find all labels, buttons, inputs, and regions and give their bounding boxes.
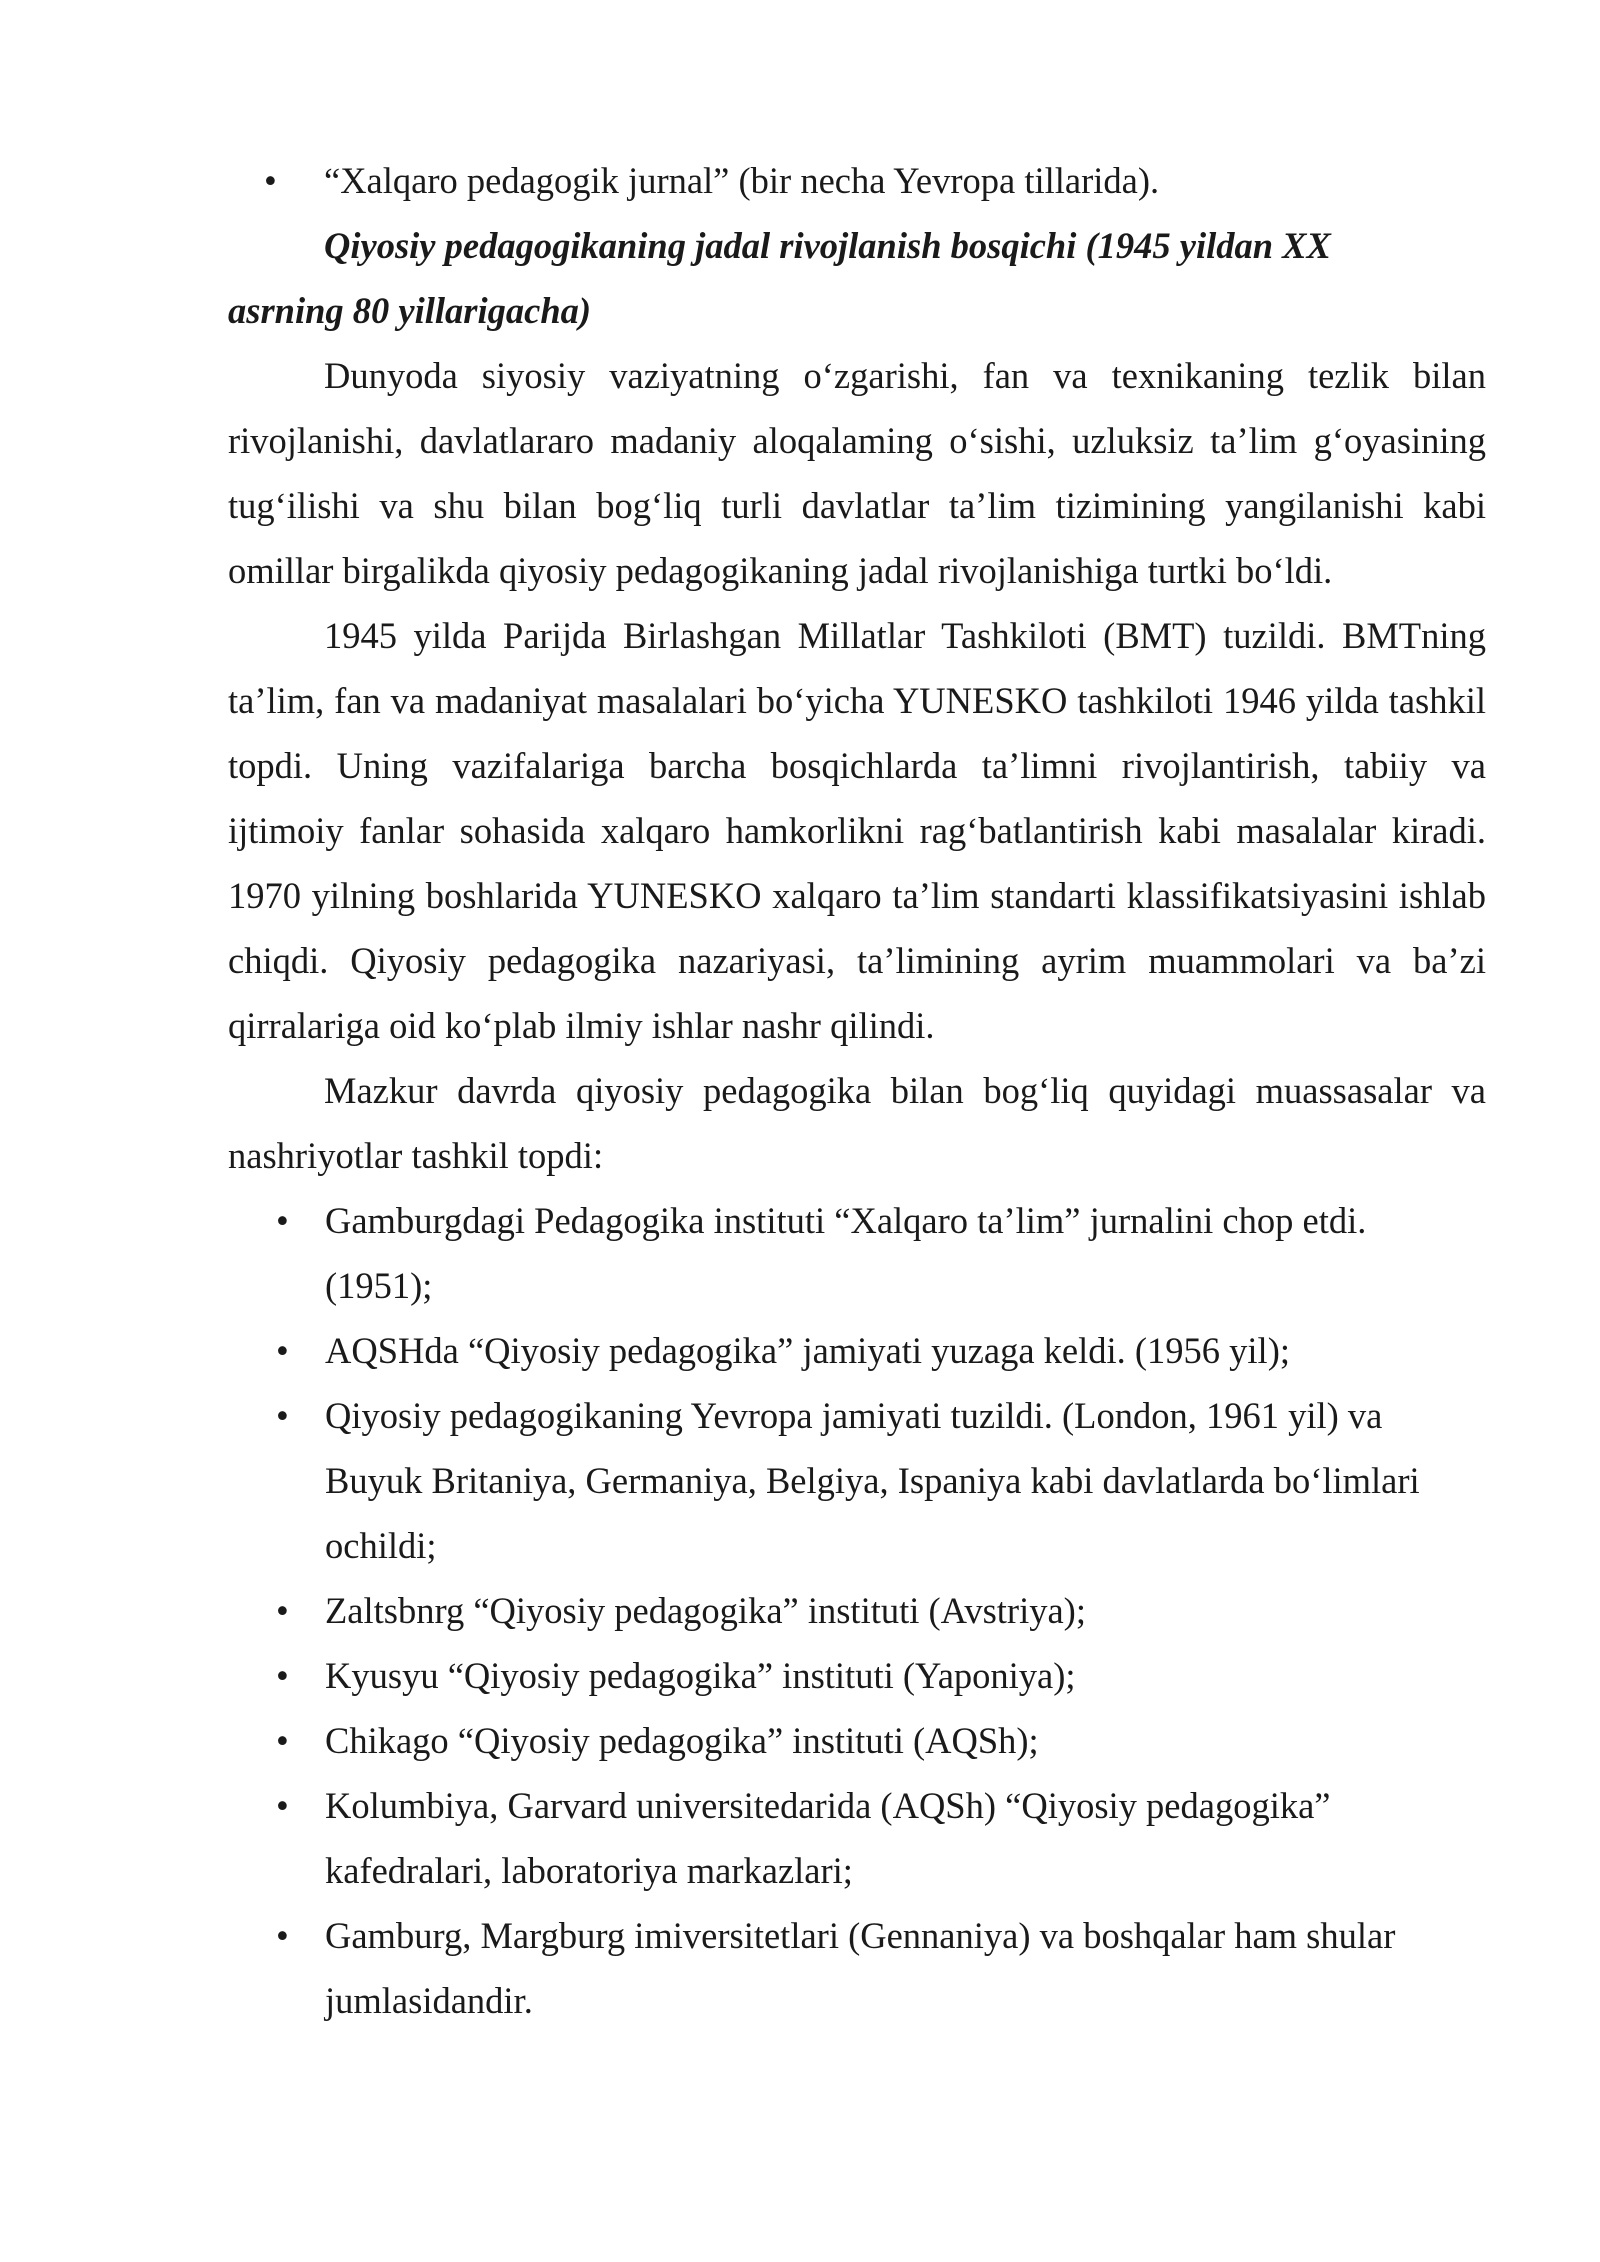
- bullet-marker: •: [276, 1655, 289, 1696]
- top-bullet-item: [264, 148, 1486, 213]
- list-item: [276, 1318, 1486, 1383]
- bullet-marker: •: [276, 1785, 289, 1826]
- list-item: [276, 1578, 1486, 1643]
- list-item: [276, 1383, 1486, 1578]
- bullet-marker: •: [276, 1720, 289, 1761]
- section-subheading: Qiyosiy pedagogikaning jadal rivojlanish bosqichi (1945 yildan XX asrning 80 yillarigacha): [228, 225, 1331, 331]
- list-item-text: Qiyosiy pedagogikaning Yevropa jamiyati tuzildi. (London, 1961 yil) va Buyuk Britaniya, Germaniya, Belgiya, Ispaniya kabi davlatlarda bo‘limlari ochildi;: [325, 1395, 1420, 1566]
- list-item-text: Zaltsbnrg “Qiyosiy pedagogika” instituti (Avstriya);: [325, 1590, 1086, 1631]
- bullet-marker: •: [276, 1915, 289, 1956]
- list-item-text: Kyusyu “Qiyosiy pedagogika” instituti (Yaponiya);: [325, 1655, 1076, 1696]
- list-item-text: AQSHda “Qiyosiy pedagogika” jamiyati yuzaga keldi. (1956 yil);: [325, 1330, 1290, 1371]
- paragraph-1: Dunyoda siyosiy vaziyatning o‘zgarishi, fan va texnikaning tezlik bilan rivojlanishi, davlatlararo madaniy aloqalaming o‘sishi, uzluksiz ta’lim g‘oyasining tug‘ilishi va shu bilan bog‘liq turli davlatlar ta’lim tizimining yangilanishi kabi omillar birgalikda qiyosiy pedagogikaning jadal rivojlanishiga turtki bo‘ldi.: [228, 355, 1486, 591]
- list-item: [276, 1708, 1486, 1773]
- list-item: [276, 1643, 1486, 1708]
- bullet-marker: •: [264, 160, 277, 201]
- list-item-text: Kolumbiya, Garvard universitedarida (AQSh) “Qiyosiy pedagogika” kafedralari, laboratoriya markazlari;: [325, 1785, 1331, 1891]
- bullet-marker: •: [276, 1330, 289, 1371]
- list-item-text: Gamburg, Margburg imiversitetlari (Gennaniya) va boshqalar ham shular jumlasidandir.: [325, 1915, 1396, 2021]
- list-item: [276, 1773, 1486, 1903]
- list-item: [276, 1903, 1486, 2033]
- list-item-text: Chikago “Qiyosiy pedagogika” instituti (AQSh);: [325, 1720, 1039, 1761]
- list-item: [276, 1188, 1486, 1318]
- bullet-marker: •: [276, 1590, 289, 1631]
- institutions-list: [228, 1188, 1486, 2033]
- paragraph-2: 1945 yilda Parijda Birlashgan Millatlar Tashkiloti (BMT) tuzildi. BMTning ta’lim, fan va madaniyat masalalari bo‘yicha YUNESKO tashkiloti 1946 yilda tashkil topdi. Uning vazifalariga barcha bosqichlarda ta’limni rivojlantirish, tabiiy va ijtimoiy fanlar sohasida xalqaro hamkorlikni rag‘batlantirish kabi masalalar kiradi. 1970 yilning boshlarida YUNESKO xalqaro ta’lim standarti klassifikatsiyasini ishlab chiqdi. Qiyosiy pedagogika nazariyasi, ta’limining ayrim muammolari va ba’zi qirralariga oid ko‘plab ilmiy ishlar nashr qilindi.: [228, 615, 1486, 1046]
- bullet-marker: •: [276, 1395, 289, 1436]
- paragraph-3: Mazkur davrda qiyosiy pedagogika bilan bog‘liq quyidagi muassasalar va nashriyotlar tashkil topdi:: [228, 1070, 1486, 1176]
- list-item-text: Gamburgdagi Pedagogika instituti “Xalqaro ta’lim” jurnalini chop etdi. (1951);: [325, 1200, 1367, 1306]
- top-bullet-text: “Xalqaro pedagogik jurnal” (bir necha Yevropa tillarida).: [324, 160, 1160, 201]
- bullet-marker: •: [276, 1200, 289, 1241]
